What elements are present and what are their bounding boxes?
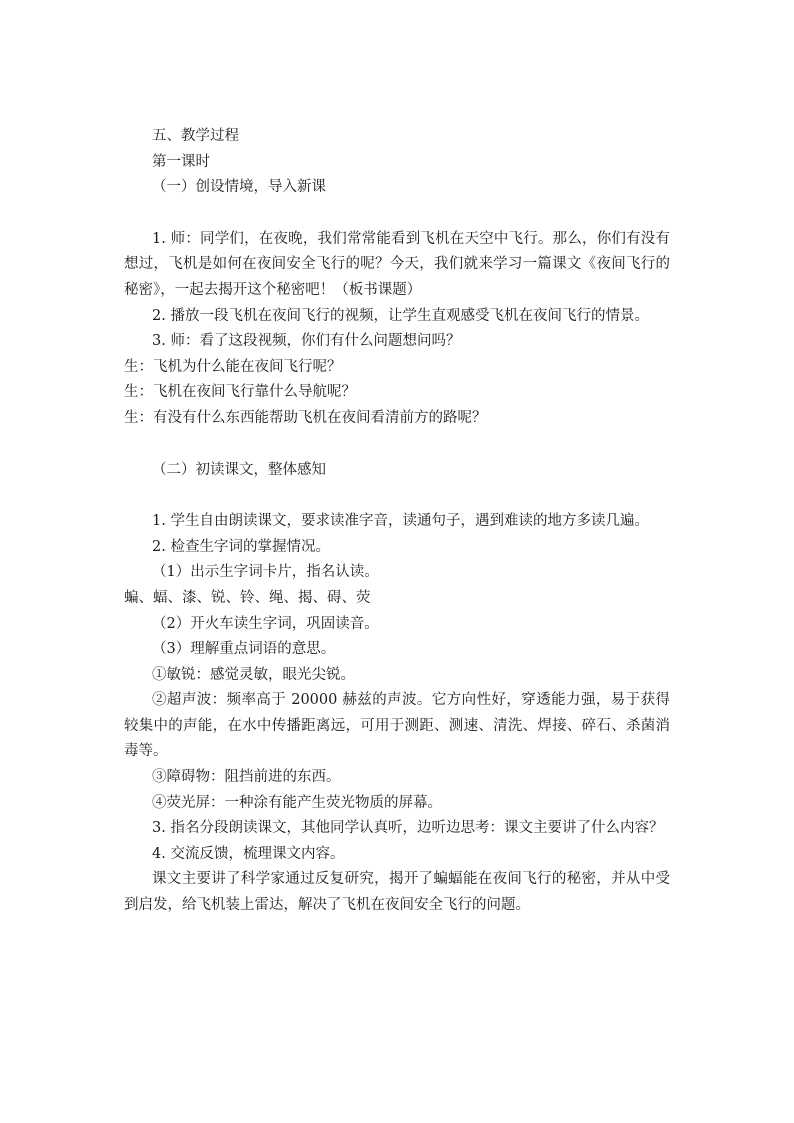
- student-question-3: 生：有没有什么东西能帮助飞机在夜间看清前方的路呢？: [124, 409, 487, 426]
- part2-heading: （二）初读课文，整体感知: [152, 461, 326, 478]
- student-question-2: 生：飞机在夜间飞行靠什么导航呢？: [124, 384, 356, 401]
- new-characters-list: 蝙、蝠、漆、锐、铃、绳、揭、碍、荧: [124, 589, 371, 606]
- part1-paragraph-2: 2. 播放一段飞机在夜间飞行的视频，让学生直观感受飞机在夜间飞行的情景。: [152, 307, 649, 324]
- spacer: [124, 432, 670, 458]
- spacer: [124, 201, 670, 227]
- word-definition-2: ②超声波：频率高于 20000 赫兹的声波。它方向性好，穿透能力强，易于获得较集中的声能，在水中传播距离远，可用于测距、测速、清洗、焊接、碎石、杀菌消毒等。: [124, 692, 670, 760]
- part2-paragraph-3: 3. 指名分段朗读课文，其他同学认真听，边听边思考：课文主要讲了什么内容？: [152, 820, 664, 837]
- part2-paragraph-4: 4. 交流反馈，梳理课文内容。: [152, 845, 345, 862]
- part2-step-3: （3）理解重点词语的意思。: [152, 641, 336, 658]
- word-definition-1: ①敏锐：感觉灵敏，眼光尖锐。: [152, 666, 355, 683]
- part2-paragraph-1: 1. 学生自由朗读课文，要求读准字音，读通句子，遇到难读的地方多读几遍。: [152, 513, 649, 530]
- part1-paragraph-3: 3. 师：看了这段视频，你们有什么问题想问吗？: [152, 333, 461, 350]
- part1-paragraph-1: 1. 师：同学们，在夜晚，我们常常能看到飞机在天空中飞行。那么，你们有没有想过，飞机是如何在夜间安全飞行的呢？今天，我们就来学习一篇课文《夜间飞行的秘密》，一起去揭开这个秘密吧！（板书课题）: [124, 230, 670, 298]
- word-definition-3: ③障碍物：阻挡前进的东西。: [152, 769, 341, 786]
- part2-step-2: （2）开火车读生字词，巩固读音。: [152, 615, 379, 632]
- student-question-1: 生：飞机为什么能在夜间飞行呢？: [124, 358, 342, 375]
- word-definition-4: ④荧光屏：一种涂有能产生荧光物质的屏幕。: [152, 794, 442, 811]
- section-title: 五、教学过程: [152, 128, 239, 144]
- spacer: [124, 483, 670, 509]
- part2-paragraph-2: 2. 检查生字词的掌握情况。: [152, 538, 330, 555]
- part1-heading: （一）创设情境，导入新课: [152, 179, 326, 196]
- lesson-title: 第一课时: [152, 153, 210, 170]
- document-body: [124, 124, 670, 919]
- part2-step-1: （1）出示生字词卡片，指名认读。: [152, 564, 379, 581]
- summary-paragraph: 课文主要讲了科学家通过反复研究，揭开了蝙蝠能在夜间飞行的秘密，并从中受到启发，给飞机装上雷达，解决了飞机在夜间安全飞行的问题。: [124, 871, 670, 914]
